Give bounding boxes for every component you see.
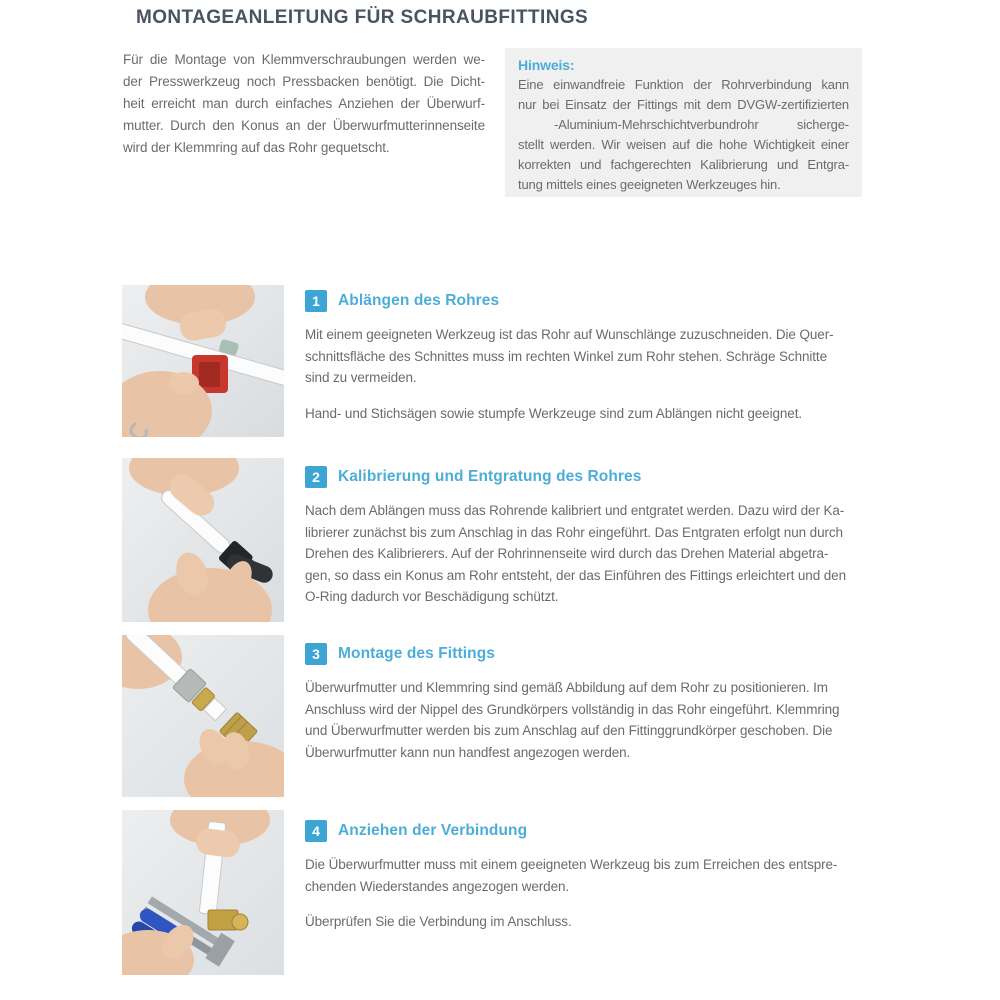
intro-line: mutter. Durch den Konus an der Überwurfmutterinnenseite [123, 118, 485, 133]
step-body [305, 677, 892, 763]
page-title: MONTAGEANLEITUNG FÜR SCHRAUBFITTINGS [136, 7, 589, 28]
body-line: sind zu vermeiden. [305, 370, 417, 385]
step-number-badge: 1 [305, 290, 327, 312]
note-line: Eine einwandfreie Funktion der Rohrverbindung kann [518, 77, 849, 92]
body-line: Nach dem Ablängen muss das Rohrende kalibriert und entgratet werden. Dazu wird der Ka- [305, 503, 845, 518]
step-body [305, 500, 892, 608]
body-line: O-Ring dadurch vor Beschädigung schützt. [305, 589, 559, 604]
body-line: Überwurfmutter und Klemmring sind gemäß Abbildung auf dem Rohr zu positionieren. Im [305, 680, 828, 695]
note-line: korrekten und fachgerechten Kalibrierung und Entgra- [518, 157, 849, 172]
step-2-header [305, 466, 892, 488]
step-1-text [305, 285, 892, 424]
step-number-badge: 4 [305, 820, 327, 842]
redacted-brand-gap [518, 128, 554, 129]
step-title: Kalibrierung und Entgratung des Rohres [338, 468, 642, 485]
intro-line: wird der Klemmring auf das Rohr gequetscht. [123, 140, 390, 155]
body-line: librierer zunächst bis zum Anschlag in das Rohr eingeführt. Das Entgraten erfolgt nun durch [305, 524, 843, 540]
step-3-header [305, 643, 892, 665]
body-line: und Überwurfmutter werden bis zum Anschlag auf den Fittinggrundkörper geschoben. Die [305, 723, 833, 738]
photo-calibrating-deburring [122, 458, 284, 622]
step-4-text [305, 810, 892, 933]
body-line: gen, so dass ein Konus am Rohr entsteht, der das Einführen des Fittings erleichtert und den [305, 567, 846, 583]
step-number-badge: 3 [305, 643, 327, 665]
note-line: stellt werden. Wir weisen auf die hohe Wichtigkeit einer [518, 137, 849, 152]
step-3-text [305, 635, 892, 763]
body-line: Hand- und Stichsägen sowie stumpfe Werkzeuge sind zum Ablängen nicht geeignet. [305, 405, 803, 421]
note-line [518, 115, 849, 135]
body-line: Drehen des Kalibrierers. Auf der Rohrinnenseite wird durch das Drehen Material abgetra- [305, 546, 829, 561]
intro-line: Für die Montage von Klemmverschraubungen werden we- [123, 52, 485, 67]
note-line: tung mittels eines geeigneten Werkzeuges hin. [518, 177, 781, 192]
body-line: chenden Wiederstandes angezogen werden. [305, 878, 570, 894]
step-title: Anziehen der Verbindung [338, 822, 528, 839]
step-3 [122, 635, 892, 797]
body-line: Überwurfmutter kann nun handfest angezogen werden. [305, 744, 631, 760]
step-2 [122, 458, 892, 622]
body-line: Überprüfen Sie die Verbindung im Anschluss. [305, 914, 572, 929]
step-body [305, 854, 892, 933]
step-1-header [305, 290, 892, 312]
note-line-text: -Aluminium-Mehrschichtverbundrohr sicherge- [554, 117, 849, 132]
step-title: Montage des Fittings [338, 645, 495, 662]
note-title: Hinweis: [518, 57, 575, 73]
photo-fitting-assembly [122, 635, 284, 797]
body-line: schnittsfläche des Schnittes muss im rechten Winkel zum Rohr stehen. Schräge Schnitte [305, 348, 827, 364]
step-body [305, 324, 892, 424]
body-line: Die Überwurfmutter muss mit einem geeigneten Werkzeug bis zum Erreichen des entspre- [305, 857, 838, 872]
note-box [505, 48, 862, 197]
photo-tightening-connection [122, 810, 284, 975]
note-line: nur bei Einsatz der Fittings mit dem DVGW-zertifizierten [518, 97, 849, 112]
intro-paragraph [123, 49, 485, 159]
body-line: Anschluss wird der Nippel des Grundkörpers vollständig in das Rohr eingeführt. Klemmring [305, 701, 840, 717]
step-1 [122, 285, 892, 437]
photo-pipe-cutting [122, 285, 284, 437]
intro-line: heit erreicht man durch einfaches Anziehen der Überwurf- [123, 96, 485, 111]
step-number-badge: 2 [305, 466, 327, 488]
body-line: Mit einem geeigneten Werkzeug ist das Rohr auf Wunschlänge zuzuschneiden. Die Quer- [305, 327, 834, 342]
intro-line: der Presswerkzeug noch Pressbacken benötigt. Die Dicht- [123, 74, 485, 89]
step-2-text [305, 458, 892, 608]
step-title: Ablängen des Rohres [338, 292, 500, 309]
step-4 [122, 810, 892, 975]
step-4-header [305, 820, 892, 842]
